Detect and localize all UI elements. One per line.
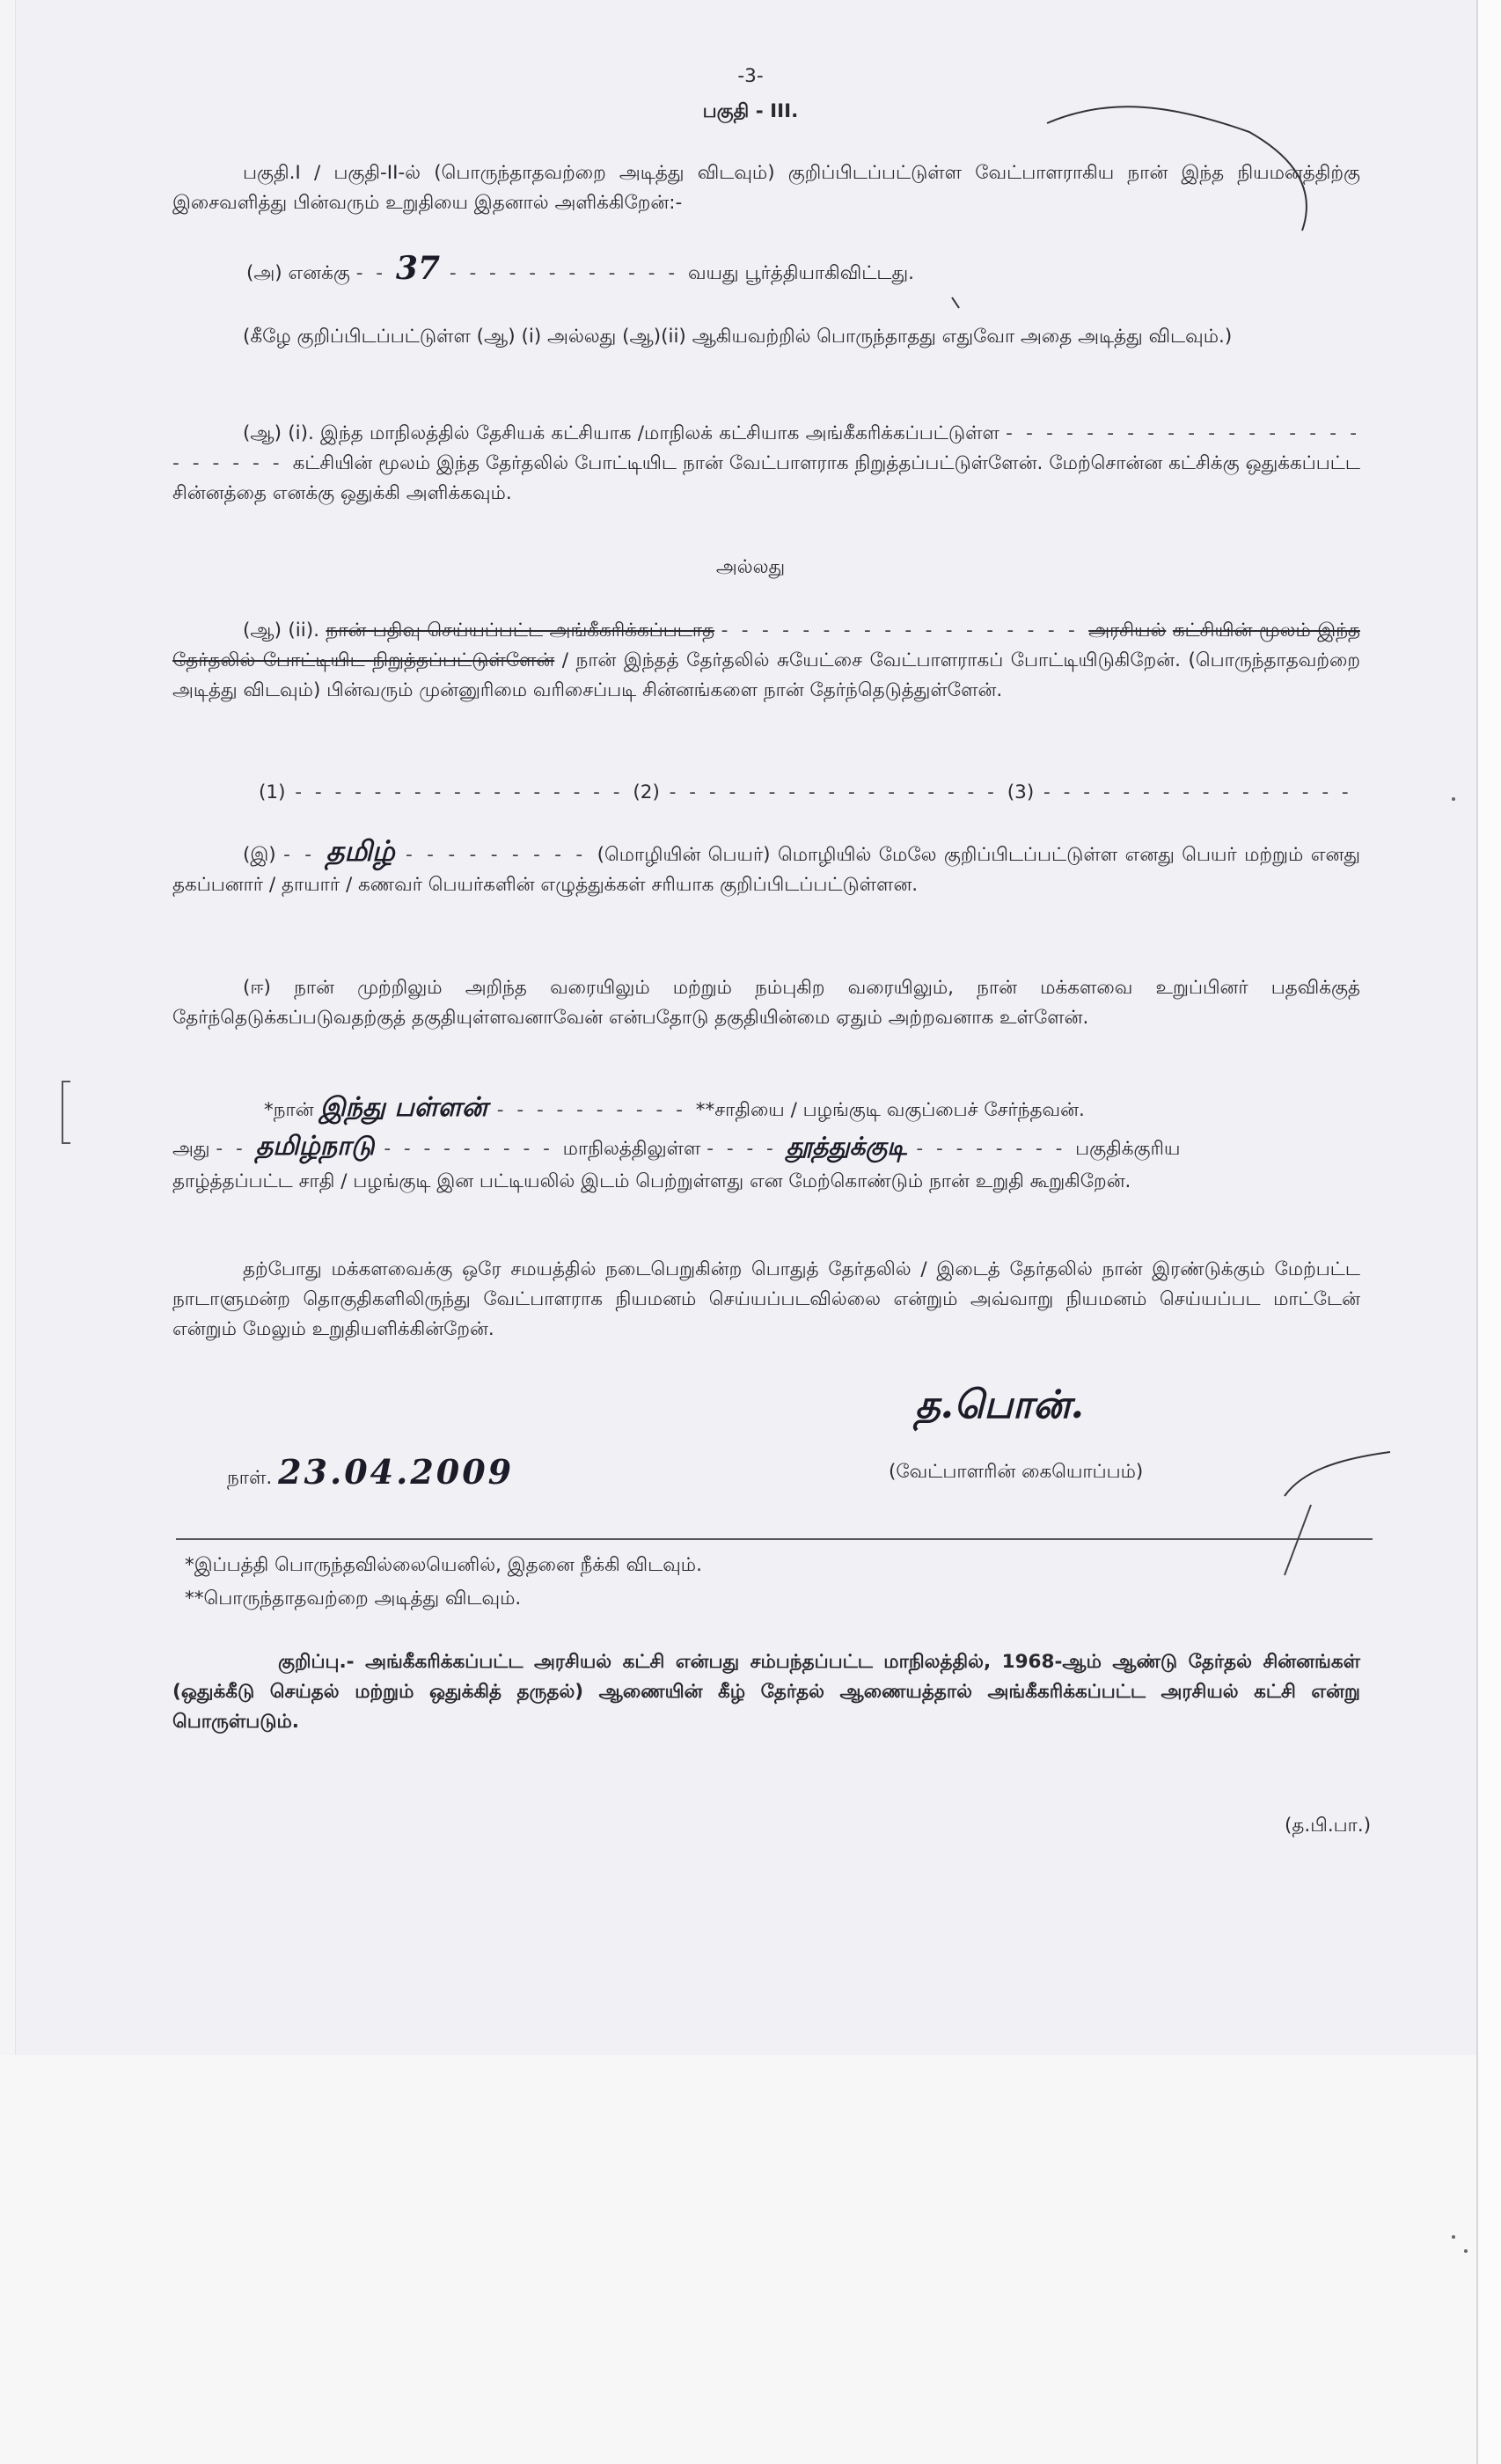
state-prefix: அது <box>172 1138 210 1160</box>
candidate-signature: த.பொன். <box>915 1382 1084 1427</box>
language-rest: (மொழியின் பெயர்) மொழியில் மேலே குறிப்பிடப்பட்டுள்ள எனது பெயர் மற்றும் எனது தகப்பனார் / தாயார் / கணவர் பெயர்களின் எழுத்துக்கள் சரியாக குறிப்பிடப்பட்டுள்ளன. <box>172 844 1360 896</box>
option-independent: (ஆ) (ii). நான் பதிவு செய்யப்பட்ட அங்கீகரிக்கப்படாத - - - - - - - - - - - - - - - - - - அரசியல் கட்சியின் மூலம் இந்த தேர்தலில் போட்டியிட நிறுத்தப்பட்டுள்ளேன் / நான் இந்தத் தேர்தலில் சுயேட்சை வேட்பாளராகப் போட்டியிடுகிறேன். (பொருந்தாதவற்றை அடித்து விடவும்) பின்வரும் முன்னுரிமை வரிசைப்படி சின்னங்களை நான் தேர்ந்தெடுத்துள்ளேன். <box>172 620 1360 701</box>
strike-instruction: (கீழே குறிப்பிடப்பட்டுள்ள (ஆ) (i) அல்லது (ஆ)(ii) ஆகியவற்றில் பொருந்தாதது எதுவோ அதை அடித்து விடவும்.) <box>243 326 1233 348</box>
option-ii-struck-text-a: நான் பதிவு செய்யப்பட்ட அங்கீகரிக்கப்படாத <box>326 620 715 642</box>
footnote-2: **பொருந்தாதவற்றை அடித்து விடவும். <box>185 1588 522 1610</box>
age-suffix: வயது பூர்த்தியாகிவிட்டது. <box>687 262 914 284</box>
option-recognised-party: (ஆ) (i). இந்த மாநிலத்தில் தேசியக் கட்சியாக /மாநிலக் கட்சியாக அங்கீகரிக்கப்பட்டுள்ள - - - - - - - - - - - - - - - - - - - - - - - - கட்சியின் மூலம் இந்த தேர்தலில் போட்டியிட நான் வேட்பாளராக நிறுத்தப்பட்டுள்ளேன். மேற்சொன்ன கட்சிக்கு ஒதுக்கப்பட்ட சின்னத்தை எனக்கு ஒதுக்கி அளிக்கவும். <box>172 422 1360 504</box>
footnote-1: *இப்பத்தி பொருந்தவில்லையெனில், இதனை நீக்கி விடவும். <box>185 1554 702 1576</box>
language-prefix: (இ) <box>243 844 276 866</box>
scan-speck <box>1452 2235 1455 2239</box>
form-code: (த.பி.பா.) <box>1285 1815 1372 1837</box>
caste-mid: **சாதியை / பழங்குடி வகுப்பைச் சேர்ந்தவன். <box>695 1099 1085 1121</box>
remark-paragraph: குறிப்பு.- அங்கீகரிக்கப்பட்ட அரசியல் கட்சி என்பது சம்பந்தப்பட்ட மாநிலத்தில், 1968-ஆம் ஆண்டு தேர்தல் சின்னங்கள் (ஒதுக்கீடு செய்தல் மற்றும் ஒதுக்கித் தருதல்) ஆணையின் கீழ் தேர்தல் ஆணையத்தால் அங்கீகரிக்கப்பட்ட அரசியல் கட்சி என்று பொருள்படும். <box>172 1651 1360 1733</box>
symbol-2-label: (2) <box>633 781 660 803</box>
qualification-paragraph: (ஈ) நான் முற்றிலும் அறிந்த வரையிலும் மற்றும் நம்புகிற வரையிலும், நான் மக்களவை உறுப்பினர் பதவிக்குத் தேர்ந்தெடுக்கப்படுவதற்குத் தகுதியுள்ளவனாவேன் என்பதோடு தகுதியின்மை ஏதும் அற்றவனாக உள்ளேன். <box>172 977 1360 1029</box>
part-title: பகுதி - III. <box>702 100 799 122</box>
state-line: அது - - தமிழ்நாடு - - - - - - - - - மாநிலத்திலுள்ள - - - - தூத்துக்குடி - - - - - - - - பகுதிக்குரிய <box>172 1131 1181 1162</box>
caste-prefix: *நான் <box>264 1099 314 1121</box>
option-i-rest: கட்சியின் மூலம் இந்த தேர்தலில் போட்டியிட நான் வேட்பாளராக நிறுத்தப்பட்டுள்ளேன். மேற்சொன்ன கட்சிக்கு ஒதுக்கப்பட்ட சின்னத்தை எனக்கு ஒதுக்கி அளிக்கவும். <box>172 452 1360 504</box>
date-value: 23.04.2009 <box>278 1452 515 1492</box>
language-value: தமிழ் <box>326 834 395 868</box>
consent-intro: பகுதி.I / பகுதி-II-ல் (பொருந்தாதவற்றை அடித்து விடவும்) குறிப்பிடப்பட்டுள்ள வேட்பாளராகிய நான் இந்த நியமனத்திற்கு இசைவளித்து பின்வரும் உறுதியை இதனால் அளிக்கிறேன்:- <box>172 162 1360 214</box>
option-ii-struck-text-b: அரசியல் <box>1088 620 1167 642</box>
symbol-preferences: (1) - - - - - - - - - - - - - - - - - (2) - - - - - - - - - - - - - - - - - (3) - - - - - - - - - - - - - - - - <box>259 781 1352 803</box>
page-number: -3- <box>737 65 764 87</box>
option-ii-prefix: (ஆ) (ii). <box>243 620 319 642</box>
option-i-prefix: (ஆ) (i). இந்த மாநிலத்தில் தேசியக் கட்சியாக /மாநிலக் கட்சியாக அங்கீகரிக்கப்பட்டுள்ள <box>243 422 999 444</box>
age-line: (அ) எனக்கு - - 37 - - - - - - - - - - - - வயது பூர்த்தியாகிவிட்டது. <box>246 250 914 287</box>
language-paragraph: (இ) - - தமிழ் - - - - - - - - - (மொழியின் பெயர்) மொழியில் மேலே குறிப்பிடப்பட்டுள்ள எனது பெயர் மற்றும் எனது தகப்பனார் / தாயார் / கணவர் பெயர்களின் எழுத்துக்கள் சரியாக குறிப்பிடப்பட்டுள்ளன. <box>172 834 1360 896</box>
caste-line: *நான் இந்து பள்ளன் - - - - - - - - - - **சாதியை / பழங்குடி வகுப்பைச் சேர்ந்தவன். <box>264 1092 1085 1123</box>
age-prefix: (அ) எனக்கு <box>246 262 350 284</box>
scan-speck <box>1452 797 1455 801</box>
declaration-paragraph: தற்போது மக்களவைக்கு ஒரே சமயத்தில் நடைபெறுகின்ற பொதுத் தேர்தலில் / இடைத் தேர்தலில் நான் இரண்டுக்கும் மேற்பட்ட நாடாளுமன்ற தொகுதிகளிலிருந்து வேட்பாளராக நியமனம் செய்யப்படவில்லை என்றும் அவ்வாறு நியமனம் செய்யப்பட மாட்டேன் என்றும் மேலும் உறுதியளிக்கின்றேன். <box>172 1258 1360 1340</box>
area-value: தூத்துக்குடி <box>786 1132 907 1161</box>
signature-caption: (வேட்பாளரின் கையொப்பம்) <box>889 1461 1144 1483</box>
or-label: அல்லது <box>715 556 786 578</box>
age-value: 37 <box>395 250 441 287</box>
caste-closing: தாழ்த்தப்பட்ட சாதி / பழங்குடி இன பட்டியலில் இடம் பெற்றுள்ளது என மேற்கொண்டும் நான் உறுதி கூறுகிறேன். <box>172 1170 1131 1192</box>
caste-value: இந்து பள்ளன் <box>319 1092 487 1123</box>
area-rest: பகுதிக்குரிய <box>1075 1138 1181 1160</box>
option-ii-rest: / நான் இந்தத் தேர்தலில் சுயேட்சை வேட்பாளராகப் போட்டியிடுகிறேன். (பொருந்தாதவற்றை அடித்து விடவும்) பின்வரும் முன்னுரிமை வரிசைப்படி சின்னங்களை நான் தேர்ந்தெடுத்துள்ளேன். <box>172 649 1360 701</box>
symbol-1-label: (1) <box>259 781 286 803</box>
date-label: நாள். <box>227 1467 273 1489</box>
symbol-3-label: (3) <box>1007 781 1035 803</box>
state-mid: மாநிலத்திலுள்ள <box>562 1138 701 1160</box>
state-value: தமிழ்நாடு <box>255 1131 375 1162</box>
scan-speck <box>1464 2249 1468 2253</box>
option-ii-struck-text-c: கட்சியின் மூலம் இந்த தேர்தலில் போட்டியிட நிறுத்தப்பட்டுள்ளேன் <box>172 620 1360 671</box>
